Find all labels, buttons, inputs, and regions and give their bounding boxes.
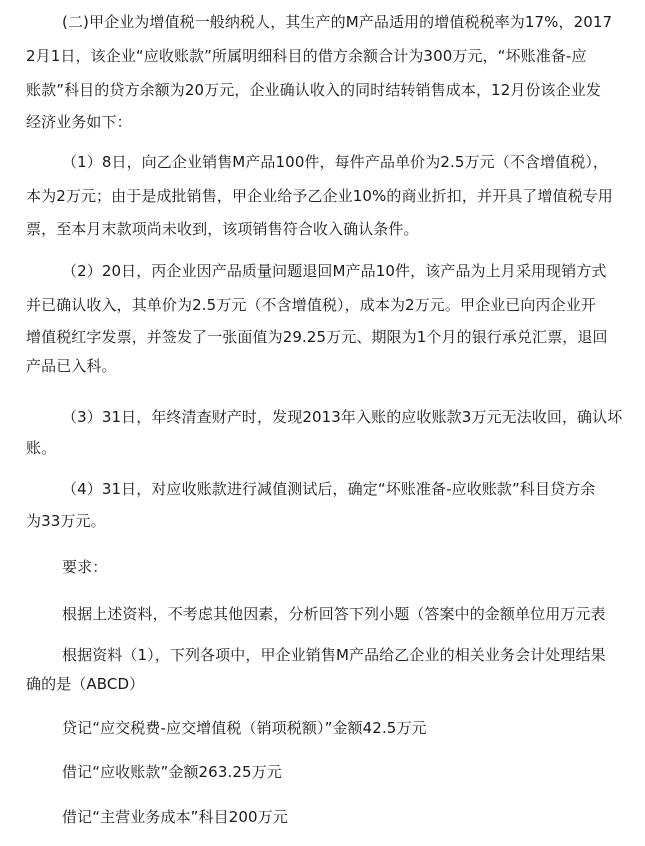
item2-line-1: （2）20日，丙企业因产品质量问题退回M产品10件，该产品为上月采用现销方式 (62, 262, 607, 280)
item3-line-2: 账。 (26, 439, 57, 457)
intro-line-4: 经济业务如下： (26, 113, 132, 131)
question-line-1: 根据资料（1），下列各项中，甲企业销售M产品给乙企业的相关业务会计处理结果 (62, 646, 606, 664)
requirement-label: 要求： (62, 558, 108, 576)
answer-line-3: 借记“主营业务成本”科目200万元 (62, 808, 288, 826)
intro-line-3: 账款”科目的贷方余额为20万元，企业确认收入的同时结转销售成本，12月份该企业发 (26, 81, 601, 99)
item4-line-1: （4）31日，对应收账款进行减值测试后，确定“坏账准备-应收账款”科目贷方余 (62, 480, 596, 498)
answer-line-2: 借记“应收账款”金额263.25万元 (62, 763, 282, 781)
item1-line-1: （1）8日，向乙企业销售M产品100件，每件产品单价为2.5万元（不含增值税）， (62, 153, 609, 171)
intro-line-2: 2月1日，该企业“应收账款”所属明细科目的借方余额合计为300万元，“坏账准备-应 (26, 47, 587, 65)
item1-line-3: 票，至本月末款项尚未收到，该项销售符合收入确认条件。 (26, 220, 419, 238)
item2-line-2: 并已确认收入，其单价为2.5万元（不含增值税），成本为2万元。甲企业已向丙企业开 (26, 296, 596, 314)
instruction-text: 根据上述资料，不考虑其他因素，分析回答下列小题（答案中的金额单位用万元表 (62, 605, 606, 623)
question-line-2: 确的是（ABCD） (26, 675, 145, 693)
answer-line-1: 贷记“应交税费-应交增值税（销项税额）”金额42.5万元 (62, 719, 427, 737)
item4-line-2: 为33万元。 (26, 512, 106, 530)
item2-line-4: 产品已入科。 (26, 357, 117, 375)
item2-line-3: 增值税红字发票，并签发了一张面值为29.25万元、期限为1个月的银行承兑汇票，退回 (26, 328, 608, 346)
item3-line-1: （3）31日，年终清查财产时，发现2013年入账的应收账款3万元无法收回，确认坏 (62, 408, 623, 426)
intro-line-1: (二)甲企业为增值税一般纳税人，其生产的M产品适用的增值税税率为17%，2017 (62, 13, 613, 31)
item1-line-2: 本为2万元；由于是成批销售，甲企业给予乙企业10%的商业折扣，并开具了增值税专用 (26, 187, 613, 205)
